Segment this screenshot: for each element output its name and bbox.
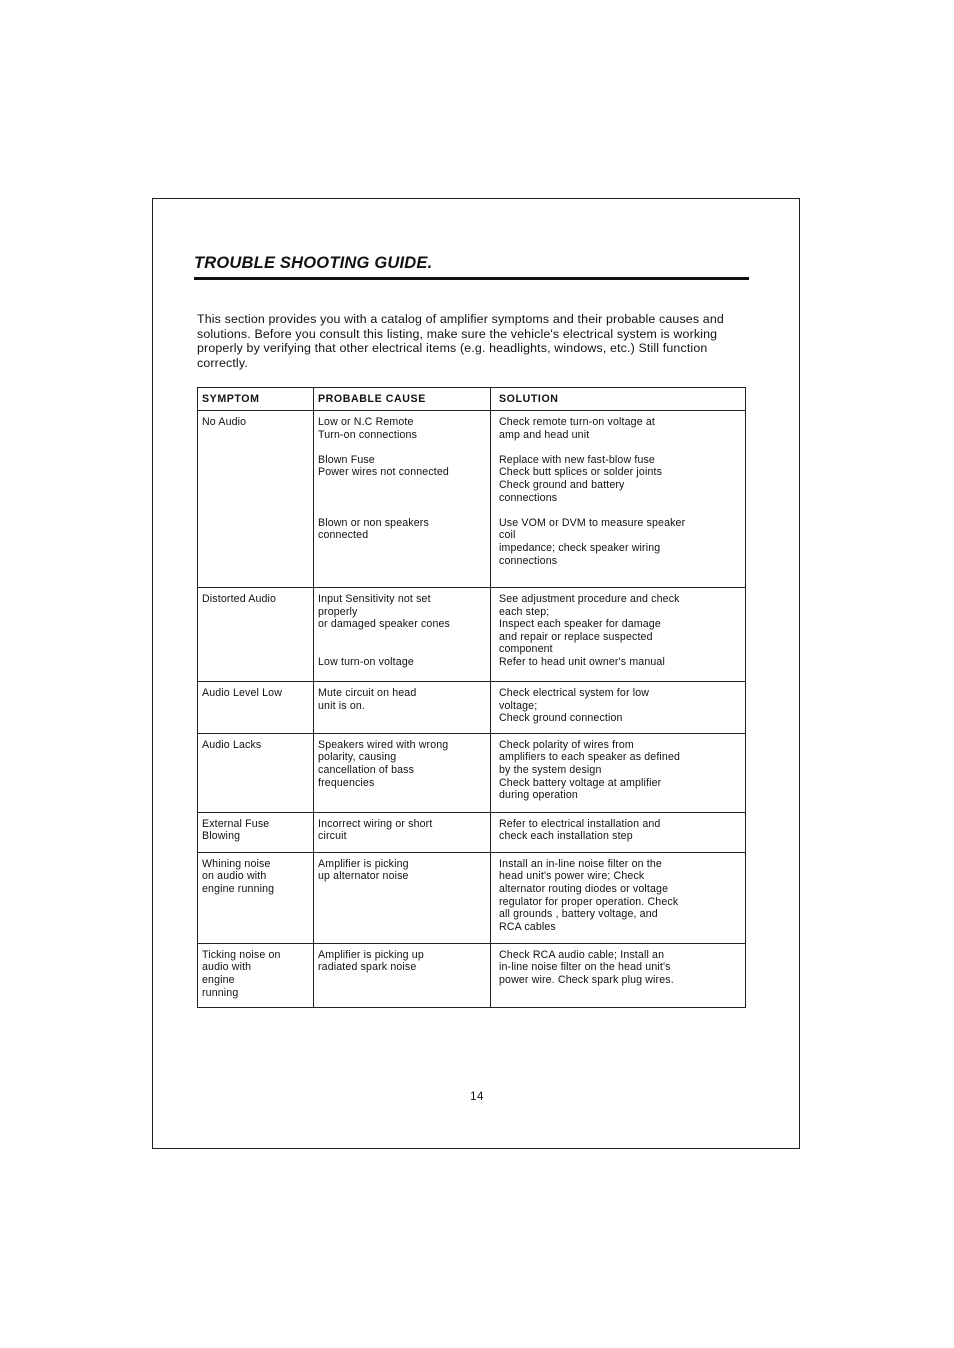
table-header-row [198, 388, 746, 411]
cause-cell: Mute circuit on head unit is on. [314, 682, 491, 734]
table-row [198, 682, 746, 734]
symptom-cell: Audio Level Low [198, 682, 314, 734]
table-row [198, 733, 746, 812]
cause-cell: Speakers wired with wrong polarity, causing cancellation of bass frequencies [314, 733, 491, 812]
table-row [198, 411, 746, 588]
page-number: 14 [470, 1091, 484, 1103]
intro-paragraph: This section provides you with a catalog of amplifier symptoms and their probable causes and solutions. Before you consult this listing, make sure the vehicle's electrical system is working properly by verifying that other electrical items (e.g. headlights, windows, etc.) Still function correctly. [197, 312, 724, 370]
solution-cell: Check polarity of wires from amplifiers to each speaker as defined by the system design Check battery voltage at amplifier during operation [491, 733, 746, 812]
symptom-cell: External Fuse Blowing [198, 812, 314, 852]
table-row [198, 852, 746, 943]
title-underline [194, 277, 749, 280]
symptom-cell: Whining noise on audio with engine running [198, 852, 314, 943]
header-solution: SOLUTION [491, 388, 746, 411]
cause-cell: Amplifier is picking up alternator noise [314, 852, 491, 943]
table-row [198, 812, 746, 852]
cause-cell: Amplifier is picking up radiated spark noise [314, 943, 491, 1007]
symptom-cell: Distorted Audio [198, 588, 314, 682]
symptom-cell: Audio Lacks [198, 733, 314, 812]
table-row [198, 588, 746, 682]
solution-cell: Check RCA audio cable; Install an in-line noise filter on the head unit's power wire. Check spark plug wires. [491, 943, 746, 1007]
solution-cell: Install an in-line noise filter on the head unit's power wire; Check alternator routing diodes or voltage regulator for proper operation. Check all grounds , battery voltage, and RCA cables [491, 852, 746, 943]
solution-cell: See adjustment procedure and check each step; Inspect each speaker for damage and repair or replace suspected component Refer to head unit owner's manual [491, 588, 746, 682]
troubleshooting-table [197, 387, 746, 1008]
cause-cell: Input Sensitivity not set properly or damaged speaker cones Low turn-on voltage [314, 588, 491, 682]
table-row [198, 943, 746, 1007]
symptom-cell: No Audio [198, 411, 314, 588]
cause-cell: Incorrect wiring or short circuit [314, 812, 491, 852]
solution-cell: Check remote turn-on voltage at amp and head unit Replace with new fast-blow fuse Check butt splices or solder joints Check ground and battery connections Use VOM or DVM to measure speaker coil impedance; check speaker wiring connections [491, 411, 746, 588]
cause-cell: Low or N.C Remote Turn-on connections Blown Fuse Power wires not connected Blown or non speakers connected [314, 411, 491, 588]
solution-cell: Check electrical system for low voltage; Check ground connection [491, 682, 746, 734]
header-probable-cause: PROBABLE CAUSE [314, 388, 491, 411]
header-symptom: SYMPTOM [198, 388, 314, 411]
solution-cell: Refer to electrical installation and check each installation step [491, 812, 746, 852]
page-title: TROUBLE SHOOTING GUIDE. [194, 254, 433, 272]
symptom-cell: Ticking noise on audio with engine running [198, 943, 314, 1007]
